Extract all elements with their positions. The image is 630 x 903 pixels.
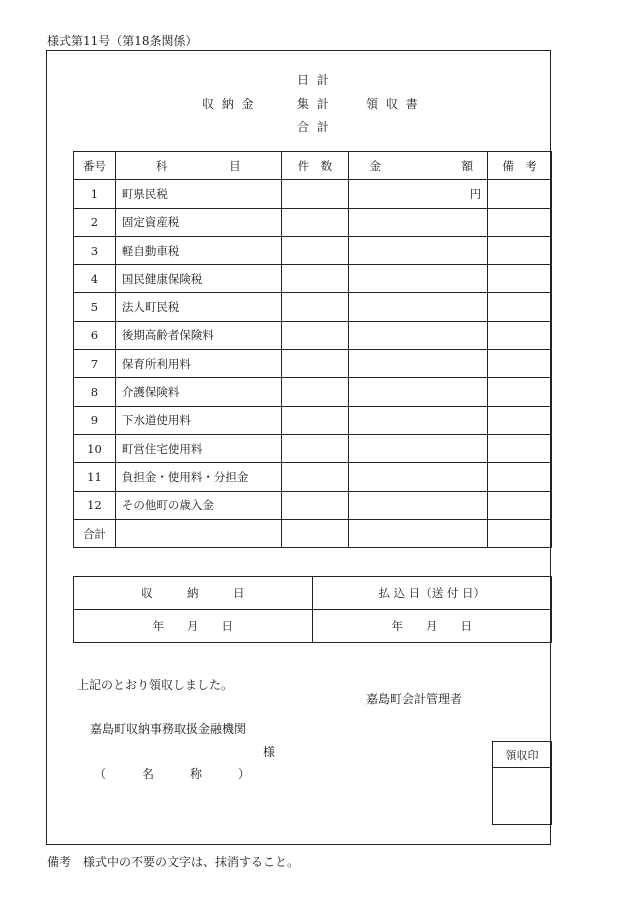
row-number: 6 — [74, 321, 116, 349]
row-count-cell[interactable] — [281, 208, 349, 236]
table-row — [74, 180, 552, 208]
form-reference: 様式第11号（第18条関係） — [47, 34, 198, 48]
table-row — [74, 406, 552, 434]
row-amount-cell[interactable] — [349, 293, 488, 321]
row-subject: 固定資産税 — [115, 208, 281, 236]
total-amount-cell[interactable] — [349, 519, 488, 547]
row-subject: 負担金・使用料・分担金 — [115, 463, 281, 491]
row-count-cell[interactable] — [281, 180, 349, 208]
row-count-cell[interactable] — [281, 321, 349, 349]
row-amount-cell[interactable] — [349, 321, 488, 349]
row-subject: 町県民税 — [115, 180, 281, 208]
row-subject: その他町の歳入金 — [115, 491, 281, 519]
row-amount-cell[interactable] — [349, 406, 488, 434]
row-amount-cell[interactable] — [349, 491, 488, 519]
header-subject-2: 目 — [229, 158, 241, 173]
row-remarks-cell[interactable] — [488, 406, 552, 434]
row-subject: 保育所利用料 — [115, 350, 281, 378]
row-count-cell[interactable] — [281, 491, 349, 519]
header-number: 番号 — [74, 152, 116, 180]
header-subject — [115, 152, 281, 180]
payment-date-header: 払 込 日（送 付 日） — [312, 577, 551, 610]
table-row — [74, 463, 552, 491]
title-receipt: 領 収 書 — [366, 97, 420, 111]
date-value-row — [74, 610, 552, 643]
table-row — [74, 321, 552, 349]
row-remarks-cell[interactable] — [488, 434, 552, 462]
title-total: 合 計 — [297, 120, 331, 134]
row-subject: 軽自動車税 — [115, 236, 281, 264]
row-remarks-cell[interactable] — [488, 265, 552, 293]
yen-unit: 円 — [469, 186, 482, 201]
row-number: 4 — [74, 265, 116, 293]
total-label: 合計 — [74, 519, 116, 547]
row-amount-cell[interactable] — [349, 378, 488, 406]
row-amount-cell[interactable] — [349, 434, 488, 462]
row-amount-cell[interactable] — [349, 350, 488, 378]
header-remarks: 備 考 — [488, 152, 552, 180]
row-remarks-cell[interactable] — [488, 491, 552, 519]
remarks-note: 備考 様式中の不要の文字は、抹消すること。 — [47, 855, 300, 869]
row-subject: 介護保険料 — [115, 378, 281, 406]
row-remarks-cell[interactable] — [488, 463, 552, 491]
header-amount-2: 額 — [461, 158, 474, 173]
receipt-date-header: 収 納 日 — [74, 577, 313, 610]
row-number: 3 — [74, 236, 116, 264]
receipt-statement: 上記のとおり領収しました。 — [77, 678, 234, 692]
row-number: 10 — [74, 434, 116, 462]
row-subject: 下水道使用料 — [115, 406, 281, 434]
row-number: 8 — [74, 378, 116, 406]
date-header-row — [74, 577, 552, 610]
table-row — [74, 378, 552, 406]
row-remarks-cell[interactable] — [488, 180, 552, 208]
row-remarks-cell[interactable] — [488, 236, 552, 264]
receipt-date-field[interactable]: 年 月 日 — [74, 610, 313, 643]
honorific: 様 — [263, 745, 276, 759]
institution-name-line[interactable]: （ 名 称 ） — [94, 767, 251, 781]
accountant-title: 嘉島町会計管理者 — [366, 692, 463, 706]
row-amount-cell[interactable] — [349, 265, 488, 293]
table-row — [74, 265, 552, 293]
table-row — [74, 236, 552, 264]
row-count-cell[interactable] — [281, 406, 349, 434]
row-remarks-cell[interactable] — [488, 378, 552, 406]
row-remarks-cell[interactable] — [488, 293, 552, 321]
table-row — [74, 208, 552, 236]
row-remarks-cell[interactable] — [488, 208, 552, 236]
row-number: 1 — [74, 180, 116, 208]
total-subject-cell[interactable] — [115, 519, 281, 547]
table-total-row — [74, 519, 552, 547]
table-row — [74, 293, 552, 321]
total-count-cell[interactable] — [281, 519, 349, 547]
title-daily: 日 計 — [297, 73, 331, 87]
row-count-cell[interactable] — [281, 434, 349, 462]
row-amount-cell[interactable] — [349, 180, 488, 208]
row-number: 5 — [74, 293, 116, 321]
receipt-stamp-box — [492, 741, 552, 825]
table-row — [74, 434, 552, 462]
row-subject: 後期高齢者保険料 — [115, 321, 281, 349]
row-number: 11 — [74, 463, 116, 491]
row-count-cell[interactable] — [281, 463, 349, 491]
date-table — [73, 576, 552, 643]
row-remarks-cell[interactable] — [488, 321, 552, 349]
title-collected-money: 収 納 金 — [202, 97, 256, 111]
header-count: 件 数 — [281, 152, 349, 180]
institution-label: 嘉島町収納事務取扱金融機関 — [90, 722, 247, 736]
payment-date-field[interactable]: 年 月 日 — [312, 610, 551, 643]
row-number: 12 — [74, 491, 116, 519]
header-amount-1: 金 — [369, 158, 381, 173]
row-subject: 町営住宅使用料 — [115, 434, 281, 462]
row-number: 7 — [74, 350, 116, 378]
table-header-row — [74, 152, 552, 180]
row-count-cell[interactable] — [281, 350, 349, 378]
row-amount-cell[interactable] — [349, 208, 488, 236]
row-count-cell[interactable] — [281, 293, 349, 321]
stamp-label: 領収印 — [493, 742, 551, 768]
row-subject: 国民健康保険税 — [115, 265, 281, 293]
row-number: 2 — [74, 208, 116, 236]
total-remarks-cell[interactable] — [488, 519, 552, 547]
row-remarks-cell[interactable] — [488, 350, 552, 378]
header-amount — [349, 152, 488, 180]
row-amount-cell[interactable] — [349, 236, 488, 264]
row-count-cell[interactable] — [281, 378, 349, 406]
row-count-cell[interactable] — [281, 265, 349, 293]
title-aggregate: 集 計 — [297, 97, 331, 111]
table-row — [74, 350, 552, 378]
revenue-table — [73, 151, 552, 548]
row-subject: 法人町民税 — [115, 293, 281, 321]
row-number: 9 — [74, 406, 116, 434]
header-subject-1: 科 — [155, 158, 168, 173]
table-row — [74, 491, 552, 519]
row-amount-cell[interactable] — [349, 463, 488, 491]
row-count-cell[interactable] — [281, 236, 349, 264]
